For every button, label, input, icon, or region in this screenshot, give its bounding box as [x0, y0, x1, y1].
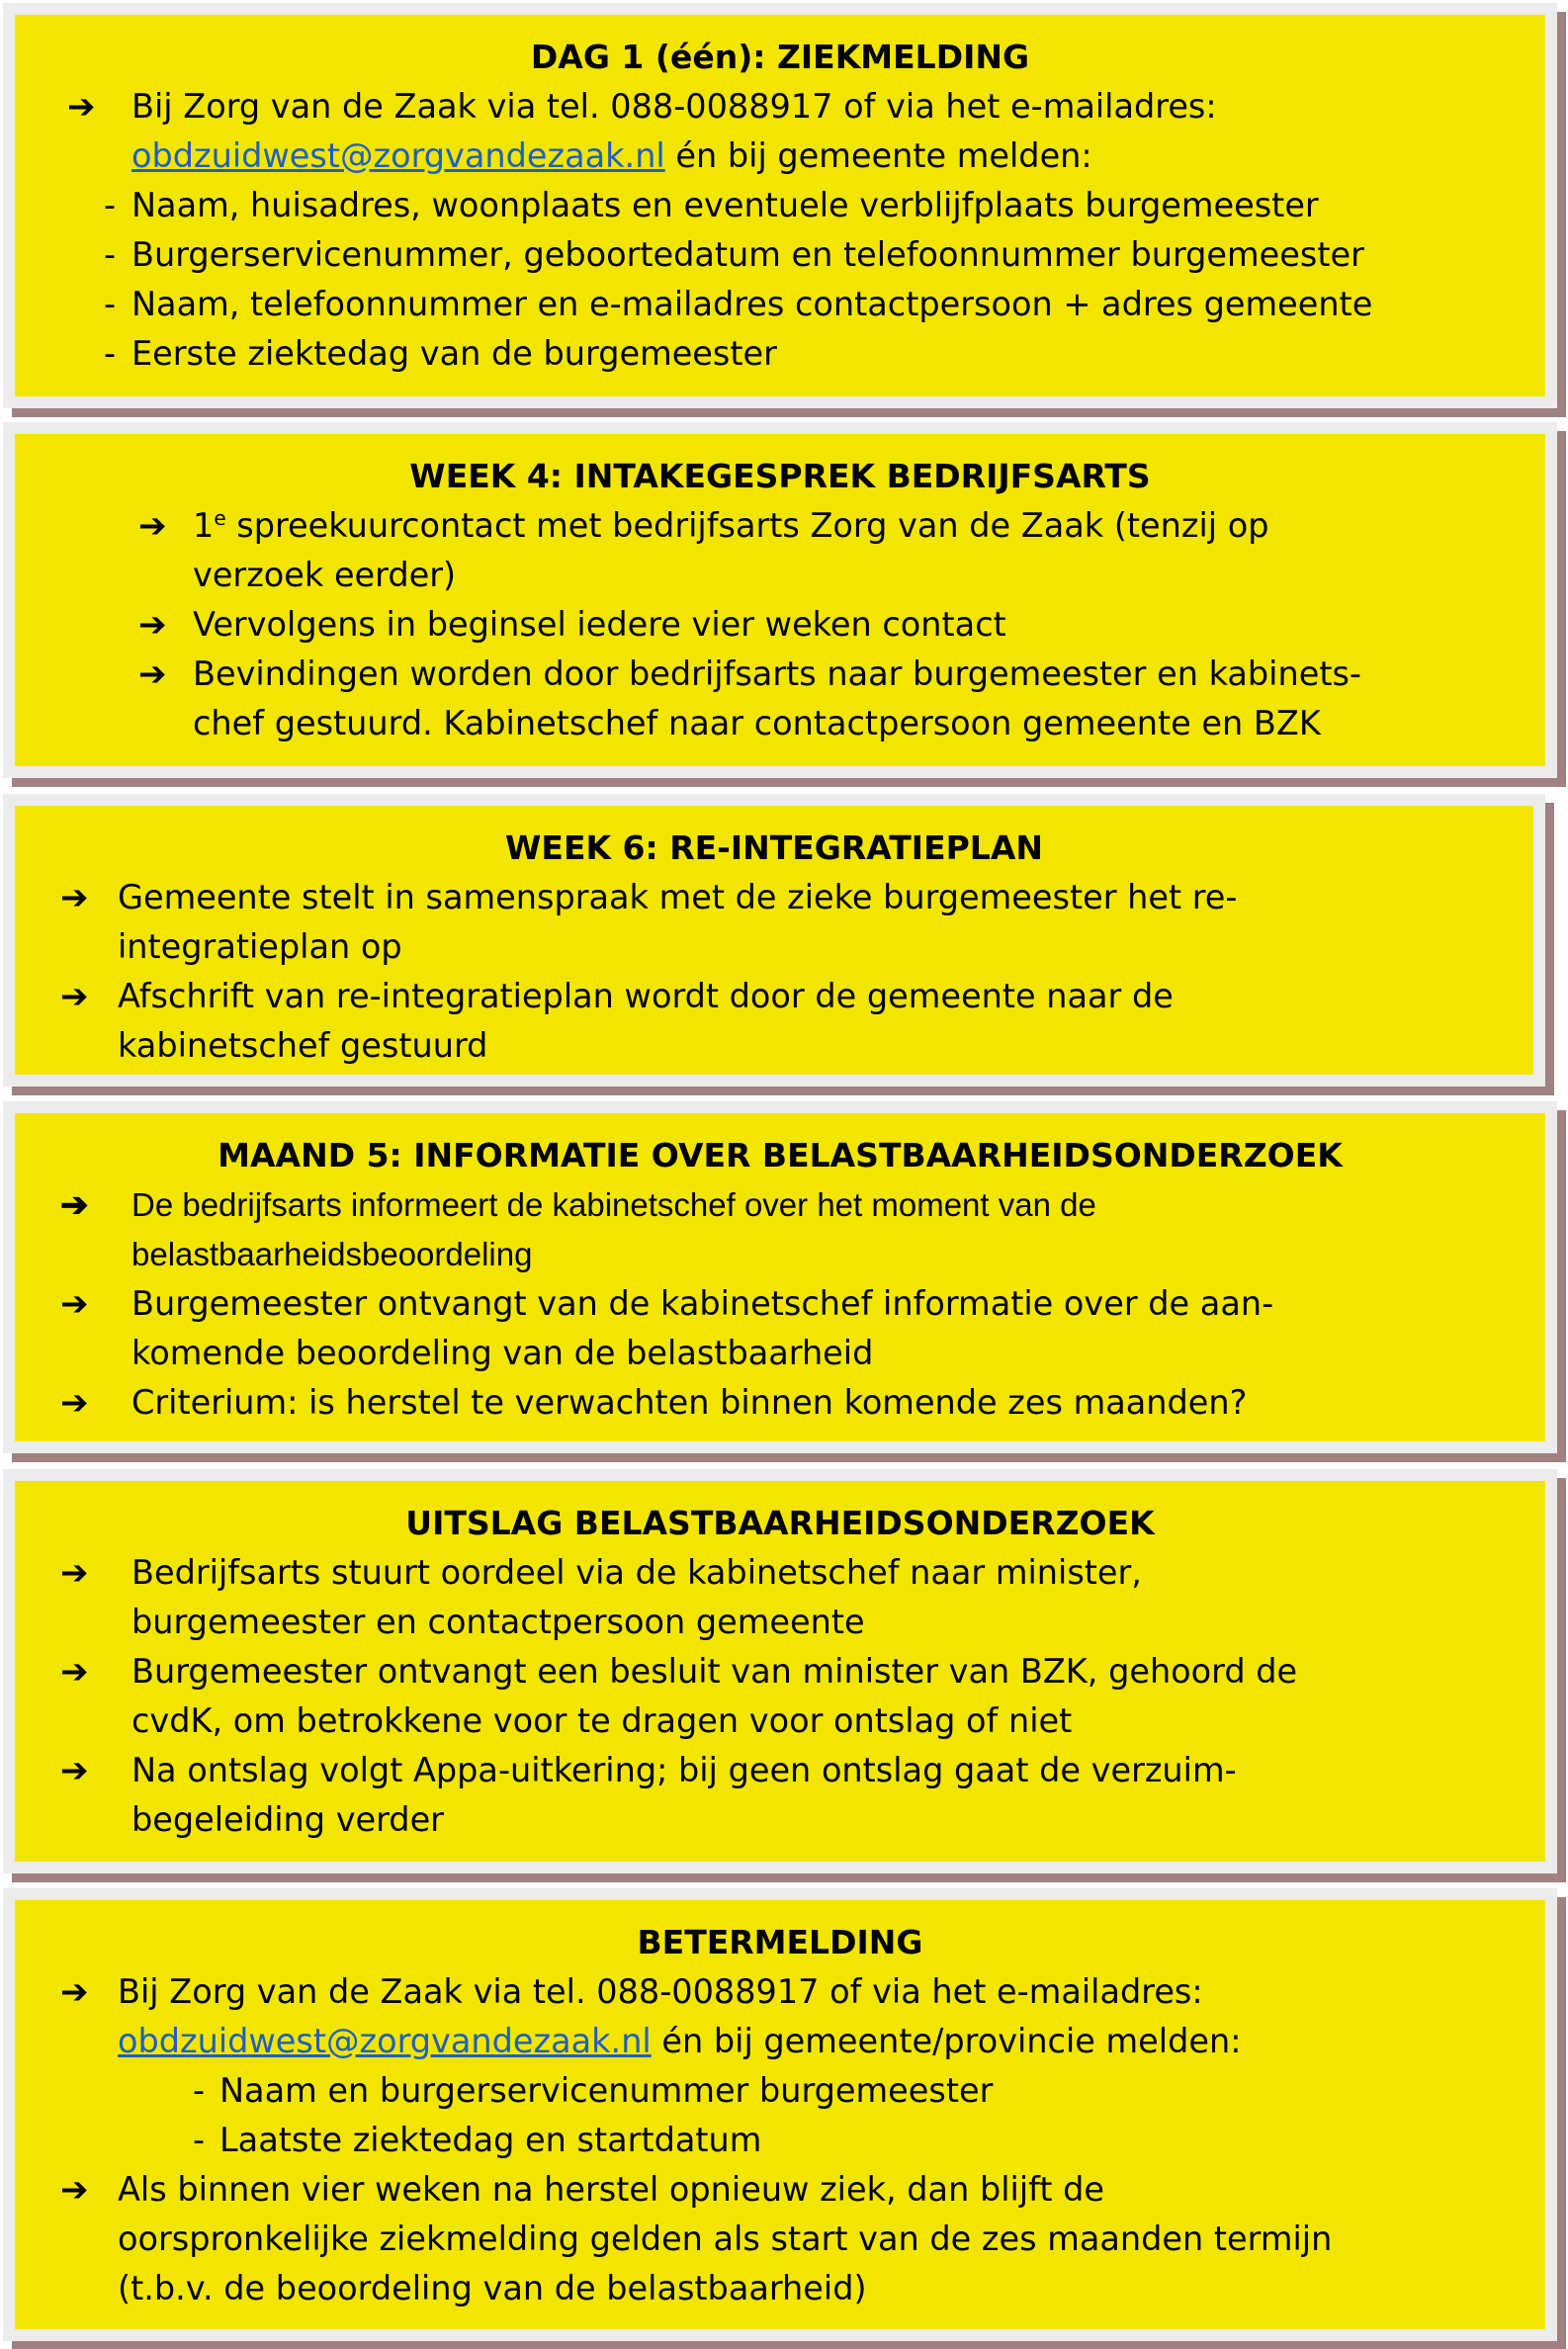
email-link[interactable]: obdzuidwest@zorgvandezaak.nl — [131, 136, 665, 175]
item-text-line — [15, 1696, 1545, 1746]
item-text: Vervolgens in beginsel iedere vier weken contact — [193, 605, 1006, 644]
item-text: én bij gemeente/provincie melden: — [651, 2022, 1242, 2060]
item-text-line — [15, 1329, 1545, 1378]
arrow-right-icon: ➔ — [60, 878, 89, 917]
list-item — [15, 2165, 1545, 2215]
dash-icon: - — [104, 334, 117, 373]
section-title: BETERMELDING — [637, 1923, 923, 1961]
item-text-line — [15, 2017, 1545, 2066]
list-item — [15, 650, 1545, 699]
item-text-line — [15, 922, 1533, 972]
item-text-line — [15, 699, 1545, 748]
section-ziekmelding — [3, 3, 1557, 408]
arrow-right-icon: ➔ — [60, 1553, 89, 1593]
section-uitslag — [3, 1469, 1557, 1873]
dash-icon: - — [104, 186, 117, 224]
item-text: Als binnen vier weken na herstel opnieuw ziek, dan blijft de — [118, 2170, 1105, 2209]
item-text: (t.b.v. de beoordeling van de belastbaarheid) — [118, 2269, 867, 2307]
dash-item — [15, 181, 1545, 230]
email-link[interactable]: obdzuidwest@zorgvandezaak.nl — [118, 2022, 652, 2060]
list-item — [15, 600, 1545, 650]
item-text: cvdK, om betrokkene voor te dragen voor ontslag of niet — [131, 1701, 1073, 1740]
dash-item — [15, 2066, 1545, 2116]
arrow-right-icon: ➔ — [60, 1284, 89, 1324]
arrow-right-icon: ➔ — [60, 1751, 89, 1790]
item-text: Naam, huisadres, woonplaats en eventuele verblijfplaats burgemeester — [131, 186, 1319, 224]
item-text: Burgemeester ontvangt een besluit van minister van BZK, gehoord de — [131, 1652, 1298, 1691]
section-informatie-belastbaarheid — [3, 1101, 1557, 1453]
list-item — [15, 873, 1533, 922]
item-text: belastbaarheidsbeoordeling — [131, 1236, 533, 1272]
list-item — [15, 1746, 1545, 1795]
section-title: MAAND 5: INFORMATIE OVER BELASTBAARHEIDSONDERZOEK — [218, 1136, 1343, 1174]
item-text: Bij Zorg van de Zaak via tel. 088-0088917 of via het e-mailadres: — [118, 1972, 1203, 2011]
item-text: verzoek eerder) — [193, 556, 457, 594]
item-text-line — [15, 1795, 1545, 1845]
item-text: Bedrijfsarts stuurt oordeel via de kabinetschef naar minister, — [131, 1553, 1142, 1592]
item-text: Criterium: is herstel te verwachten binnen komende zes maanden? — [131, 1383, 1248, 1422]
dash-icon: - — [193, 2121, 206, 2159]
list-item — [15, 1647, 1545, 1696]
item-text: Burgerservicenummer, geboortedatum en telefoonnummer burgemeester — [131, 235, 1364, 274]
item-text: Bij Zorg van de Zaak via tel. 088-0088917 of via het e-mailadres: — [131, 87, 1217, 126]
item-text-line — [15, 551, 1545, 600]
list-item — [15, 501, 1545, 551]
arrow-right-icon: ➔ — [138, 605, 167, 645]
dash-icon: - — [104, 235, 117, 274]
arrow-right-icon: ➔ — [60, 2170, 89, 2210]
arrow-right-icon: ➔ — [60, 977, 89, 1016]
list-item — [15, 1378, 1545, 1428]
section-intakegesprek — [3, 422, 1557, 778]
list-item — [15, 82, 1545, 131]
item-text: begeleiding verder — [131, 1800, 444, 1839]
item-text: De bedrijfsarts informeert de kabinetschef over het moment van de — [131, 1186, 1096, 1223]
section-reintegratieplan — [3, 794, 1545, 1087]
list-item — [15, 1279, 1545, 1329]
arrow-right-icon: ➔ — [60, 1652, 89, 1692]
item-text: komende beoordeling van de belastbaarheid — [131, 1334, 874, 1372]
list-item — [15, 1180, 1545, 1230]
item-text: Naam, telefoonnummer en e-mailadres contactpersoon + adres gemeente — [131, 285, 1373, 323]
item-text-line — [15, 2264, 1545, 2313]
dash-item — [15, 2116, 1545, 2165]
list-item — [15, 1967, 1545, 2017]
section-title: WEEK 6: RE-INTEGRATIEPLAN — [505, 828, 1043, 867]
dash-item — [15, 280, 1545, 329]
item-text: Gemeente stelt in samenspraak met de zieke burgemeester het re- — [118, 878, 1238, 916]
arrow-right-icon: ➔ — [138, 654, 167, 694]
item-text: Eerste ziektedag van de burgemeester — [131, 334, 777, 373]
list-item — [15, 972, 1533, 1021]
item-text-line — [15, 1598, 1545, 1647]
item-text: integratieplan op — [118, 927, 402, 966]
dash-icon: - — [104, 285, 117, 323]
dash-item — [15, 230, 1545, 280]
item-text: burgemeester en contactpersoon gemeente — [131, 1603, 865, 1641]
item-text: Na ontslag volgt Appa-uitkering; bij geen ontslag gaat de verzuim- — [131, 1751, 1237, 1789]
arrow-right-icon: ➔ — [60, 1383, 89, 1423]
item-text-line — [15, 2215, 1545, 2264]
item-text-line — [15, 131, 1545, 181]
item-text: 1e spreekuurcontact met bedrijfsarts Zorg van de Zaak (tenzij op — [193, 505, 1269, 545]
item-text-line — [15, 1230, 1545, 1279]
item-text: én bij gemeente melden: — [664, 136, 1092, 175]
item-text: Afschrift van re-integratieplan wordt door de gemeente naar de — [118, 977, 1174, 1015]
arrow-right-icon: ➔ — [60, 1972, 89, 2012]
arrow-right-icon: ➔ — [67, 87, 96, 127]
arrow-right-icon: ➔ — [60, 1186, 89, 1224]
item-text: Laatste ziektedag en startdatum — [219, 2121, 762, 2159]
section-title: UITSLAG BELASTBAARHEIDSONDERZOEK — [405, 1504, 1155, 1542]
section-betermelding — [3, 1888, 1557, 2341]
item-text: chef gestuurd. Kabinetschef naar contactpersoon gemeente en BZK — [193, 704, 1321, 742]
item-text: Naam en burgerservicenummer burgemeester — [219, 2071, 994, 2110]
item-text: oorspronkelijke ziekmelding gelden als start van de zes maanden termijn — [118, 2219, 1333, 2258]
item-text: kabinetschef gestuurd — [118, 1026, 488, 1065]
item-text-line — [15, 1021, 1533, 1071]
dash-item — [15, 329, 1545, 379]
dash-icon: - — [193, 2071, 206, 2110]
item-text: Burgemeester ontvangt van de kabinetschef informatie over de aan- — [131, 1284, 1274, 1323]
list-item — [15, 1548, 1545, 1598]
arrow-right-icon: ➔ — [138, 506, 167, 546]
item-text: Bevindingen worden door bedrijfsarts naar burgemeester en kabinets- — [193, 654, 1362, 693]
section-title: WEEK 4: INTAKEGESPREK BEDRIJFSARTS — [409, 457, 1151, 495]
section-title: DAG 1 (één): ZIEKMELDING — [530, 38, 1030, 76]
